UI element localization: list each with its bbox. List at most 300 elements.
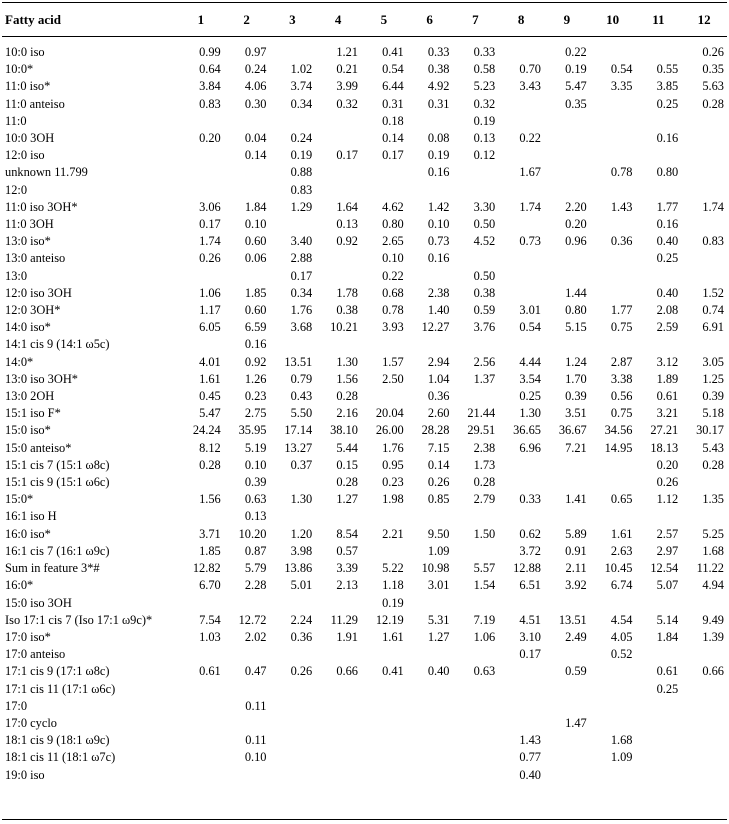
strain-2-value: 2.02 xyxy=(244,629,267,644)
strain-12-value: 0.39 xyxy=(702,389,724,404)
strain-10-value: 1.43 xyxy=(610,199,633,214)
table-row xyxy=(2,78,727,95)
strain-9-value xyxy=(544,268,590,285)
strain-4-value: 0.28 xyxy=(336,389,358,404)
strain-7-value xyxy=(453,388,499,405)
strain-6-value: 0.16 xyxy=(427,251,450,266)
strain-7-value: 1.37 xyxy=(473,371,496,386)
strain-4-value: 2.13 xyxy=(336,578,358,593)
strain-6-value: 0.33 xyxy=(427,45,450,59)
strain-5-value: 0.22 xyxy=(382,268,404,283)
table-row xyxy=(2,405,727,422)
strain-5-value: 5.22 xyxy=(382,561,404,576)
strain-1-value xyxy=(178,749,224,766)
strain-12-value xyxy=(681,698,727,715)
strain-10-value: 4.54 xyxy=(610,612,633,627)
table-row xyxy=(2,216,727,233)
strain-10-value: 2.63 xyxy=(610,543,633,558)
strain-8-value: 1.30 xyxy=(519,406,541,421)
strain-2-value: 0.30 xyxy=(244,96,267,111)
fatty-acid-name: 12:0 3OH* xyxy=(5,303,61,318)
table-header-row xyxy=(2,3,727,37)
strain-7-value: 0.50 xyxy=(473,268,496,283)
strain-5-value xyxy=(361,698,407,715)
strain-11-value: 1.12 xyxy=(656,492,679,507)
strain-2-value: 0.63 xyxy=(244,492,267,507)
strain-3-value: 3.68 xyxy=(290,320,313,335)
strain-2-value: 0.10 xyxy=(244,217,267,232)
strain-1-value: 1.85 xyxy=(199,543,221,558)
strain-5-value xyxy=(361,646,407,663)
strain-8-value: 0.17 xyxy=(519,647,541,662)
fatty-acid-name: 10:0* xyxy=(5,62,34,77)
strain-1-value: 24.24 xyxy=(192,423,221,438)
strain-12-value: 1.52 xyxy=(702,285,724,300)
strain-3-value: 0.88 xyxy=(290,165,313,180)
strain-10-value: 0.78 xyxy=(610,165,633,180)
strain-10-value: 2.87 xyxy=(610,354,633,369)
strain-1-value: 0.45 xyxy=(199,389,221,404)
strain-1-value: 0.99 xyxy=(199,45,221,59)
table-row xyxy=(2,354,727,371)
strain-5-value xyxy=(361,508,407,525)
table-row xyxy=(2,612,727,629)
strain-2-value: 35.95 xyxy=(238,423,267,438)
strain-9-value: 7.21 xyxy=(565,440,587,455)
fatty-acid-name: 16:1 cis 7 (16:1 ω9c) xyxy=(5,543,110,558)
strain-10-value xyxy=(590,44,636,61)
table-body xyxy=(2,37,727,784)
fatty-acid-name: 12:0 iso 3OH xyxy=(5,285,72,300)
table-row xyxy=(2,440,727,457)
strain-8-value: 3.72 xyxy=(519,543,541,558)
strain-8-value: 0.73 xyxy=(519,234,541,249)
strain-10-value xyxy=(590,698,636,715)
strain-7-value xyxy=(453,250,499,267)
strain-12-value: 1.39 xyxy=(702,629,724,644)
strain-4-value: 0.15 xyxy=(336,457,358,472)
strain-7-value xyxy=(453,182,499,199)
strain-7-value: 0.63 xyxy=(473,664,496,679)
header-strain-7: 7 xyxy=(453,3,499,37)
strain-4-value xyxy=(315,681,361,698)
strain-9-value xyxy=(544,182,590,199)
table-row xyxy=(2,474,727,491)
strain-10-value: 4.05 xyxy=(610,629,633,644)
fatty-acid-name: 13:0 iso* xyxy=(5,234,51,249)
fatty-acid-name: 13:0 anteiso xyxy=(5,251,66,266)
header-strain-5: 5 xyxy=(361,3,407,37)
strain-10-value: 0.75 xyxy=(610,320,633,335)
strain-4-value: 10.21 xyxy=(330,320,358,335)
fatty-acid-name: 11:0 3OH xyxy=(5,217,54,232)
strain-2-value: 4.06 xyxy=(244,79,267,94)
fatty-acid-name: 10:0 3OH xyxy=(5,131,55,146)
strain-6-value: 0.36 xyxy=(427,389,450,404)
strain-11-value: 3.21 xyxy=(656,406,679,421)
strain-2-value: 0.16 xyxy=(244,337,267,352)
strain-11-value xyxy=(636,182,682,199)
strain-3-value xyxy=(270,595,316,612)
strain-8-value xyxy=(498,96,544,113)
strain-10-value xyxy=(590,250,636,267)
strain-10-value: 1.61 xyxy=(610,526,633,541)
table-row xyxy=(2,681,727,698)
strain-4-value xyxy=(315,164,361,181)
fatty-acid-name: 13:0 xyxy=(5,268,28,283)
header-strain-9: 9 xyxy=(544,3,590,37)
strain-7-value: 0.28 xyxy=(473,475,496,490)
strain-11-value: 0.25 xyxy=(656,96,679,111)
strain-9-value xyxy=(544,767,590,784)
strain-9-value: 13.51 xyxy=(558,612,587,627)
strain-9-value xyxy=(544,698,590,715)
strain-11-value: 27.21 xyxy=(650,423,679,438)
strain-12-value xyxy=(681,732,727,749)
strain-5-value: 2.65 xyxy=(382,234,404,249)
strain-2-value: 12.72 xyxy=(238,612,267,627)
strain-2-value: 5.79 xyxy=(244,561,267,576)
strain-6-value: 0.16 xyxy=(427,165,450,180)
strain-7-value: 1.50 xyxy=(473,526,496,541)
strain-12-value: 9.49 xyxy=(702,612,724,627)
strain-12-value xyxy=(681,681,727,698)
strain-3-value: 0.79 xyxy=(290,371,313,386)
table-row xyxy=(2,663,727,680)
strain-1-value: 3.71 xyxy=(199,526,221,541)
strain-11-value: 0.20 xyxy=(656,457,679,472)
strain-3-value: 3.74 xyxy=(290,79,313,94)
strain-5-value: 0.54 xyxy=(382,62,404,77)
table-row xyxy=(2,732,727,749)
strain-5-value: 4.62 xyxy=(382,199,404,214)
fatty-acid-name: 14:1 cis 9 (14:1 ω5c) xyxy=(5,337,110,352)
strain-3-value: 2.24 xyxy=(290,612,313,627)
header-strain-3: 3 xyxy=(270,3,316,37)
strain-8-value xyxy=(498,268,544,285)
strain-1-value xyxy=(178,147,224,164)
table-row xyxy=(2,268,727,285)
strain-9-value xyxy=(544,164,590,181)
strain-11-value: 3.85 xyxy=(656,79,679,94)
strain-7-value: 1.06 xyxy=(473,629,496,644)
strain-11-value xyxy=(636,336,682,353)
strain-12-value: 0.83 xyxy=(702,234,724,249)
strain-2-value: 0.47 xyxy=(244,664,267,679)
strain-11-value xyxy=(636,508,682,525)
header-strain-10: 10 xyxy=(590,3,636,37)
strain-5-value: 1.61 xyxy=(382,629,404,644)
strain-5-value: 6.44 xyxy=(382,79,404,94)
strain-1-value: 6.05 xyxy=(199,320,221,335)
strain-5-value: 0.78 xyxy=(382,303,404,318)
strain-3-value: 5.01 xyxy=(290,578,313,593)
strain-1-value: 1.61 xyxy=(199,371,221,386)
fatty-acid-name: 15:1 cis 7 (15:1 ω8c) xyxy=(5,457,110,472)
strain-11-value: 5.07 xyxy=(656,578,679,593)
strain-7-value xyxy=(453,681,499,698)
fatty-acid-name: 15:0* xyxy=(5,492,34,507)
table-row xyxy=(2,371,727,388)
header-strain-11: 11 xyxy=(636,3,682,37)
strain-11-value xyxy=(636,44,682,61)
strain-1-value: 0.20 xyxy=(199,131,221,146)
strain-7-value: 1.54 xyxy=(473,578,496,593)
fatty-acid-name: 17:0 anteiso xyxy=(5,647,66,662)
strain-5-value: 0.41 xyxy=(382,664,404,679)
strain-8-value: 4.44 xyxy=(519,354,541,369)
strain-3-value xyxy=(270,681,316,698)
table-row xyxy=(2,698,727,715)
strain-10-value: 1.09 xyxy=(610,750,633,765)
strain-9-value xyxy=(544,681,590,698)
strain-3-value xyxy=(270,508,316,525)
strain-10-value: 0.65 xyxy=(610,492,633,507)
strain-1-value xyxy=(178,681,224,698)
strain-8-value xyxy=(498,715,544,732)
strain-2-value: 2.75 xyxy=(244,406,267,421)
fatty-acid-name: 17:1 cis 11 (17:1 ω6c) xyxy=(5,681,116,696)
strain-11-value: 18.13 xyxy=(650,440,679,455)
strain-10-value: 6.74 xyxy=(610,578,633,593)
strain-7-value: 7.19 xyxy=(473,612,496,627)
strain-4-value: 1.30 xyxy=(336,354,358,369)
strain-1-value xyxy=(178,113,224,130)
strain-10-value xyxy=(590,147,636,164)
strain-7-value: 4.52 xyxy=(473,234,496,249)
strain-5-value xyxy=(361,681,407,698)
strain-11-value: 0.55 xyxy=(656,62,679,77)
strain-6-value: 0.73 xyxy=(427,234,450,249)
strain-1-value: 12.82 xyxy=(192,561,221,576)
strain-4-value: 0.17 xyxy=(336,148,358,163)
strain-8-value xyxy=(498,250,544,267)
strain-4-value: 1.64 xyxy=(336,199,358,214)
strain-10-value: 0.36 xyxy=(610,234,633,249)
strain-6-value: 3.01 xyxy=(427,578,450,593)
strain-11-value: 0.25 xyxy=(656,251,679,266)
strain-6-value: 0.14 xyxy=(427,457,450,472)
fatty-acid-name: 17:0 iso* xyxy=(5,629,51,644)
table-row xyxy=(2,526,727,543)
strain-9-value xyxy=(544,749,590,766)
strain-2-value xyxy=(224,182,270,199)
strain-4-value xyxy=(315,767,361,784)
table-row xyxy=(2,44,727,61)
strain-1-value: 3.06 xyxy=(199,199,221,214)
strain-5-value: 0.80 xyxy=(382,217,404,232)
strain-9-value: 3.51 xyxy=(565,406,587,421)
strain-2-value xyxy=(224,595,270,612)
strain-7-value: 2.56 xyxy=(473,354,496,369)
strain-5-value: 12.19 xyxy=(375,612,404,627)
strain-7-value: 0.50 xyxy=(473,217,496,232)
strain-12-value: 1.25 xyxy=(702,371,724,386)
fatty-acid-table-frame xyxy=(2,2,727,820)
strain-4-value: 3.39 xyxy=(336,561,358,576)
header-spacer xyxy=(2,37,727,45)
strain-11-value: 0.26 xyxy=(656,475,679,490)
strain-3-value: 13.27 xyxy=(284,440,313,455)
strain-5-value: 1.76 xyxy=(382,440,404,455)
strain-2-value: 0.13 xyxy=(244,509,267,524)
table-row xyxy=(2,319,727,336)
strain-4-value: 1.78 xyxy=(336,285,358,300)
strain-12-value: 5.43 xyxy=(702,440,724,455)
strain-6-value: 9.50 xyxy=(427,526,450,541)
strain-11-value: 1.89 xyxy=(656,371,679,386)
strain-5-value: 0.41 xyxy=(382,45,404,59)
strain-2-value: 10.20 xyxy=(238,526,267,541)
strain-3-value xyxy=(270,732,316,749)
strain-9-value: 2.49 xyxy=(565,629,587,644)
strain-3-value: 0.34 xyxy=(290,96,313,111)
strain-7-value xyxy=(453,336,499,353)
strain-1-value: 8.12 xyxy=(199,440,221,455)
strain-11-value: 2.57 xyxy=(656,526,679,541)
strain-4-value: 1.27 xyxy=(336,492,358,507)
strain-7-value: 3.76 xyxy=(473,320,496,335)
strain-11-value: 0.40 xyxy=(656,285,679,300)
strain-7-value: 1.73 xyxy=(473,457,496,472)
strain-6-value: 5.31 xyxy=(427,612,450,627)
strain-10-value xyxy=(590,663,636,680)
strain-4-value xyxy=(315,749,361,766)
strain-6-value: 28.28 xyxy=(421,423,450,438)
strain-7-value: 0.13 xyxy=(473,131,496,146)
strain-9-value xyxy=(544,474,590,491)
strain-1-value: 0.61 xyxy=(199,664,221,679)
strain-9-value: 36.67 xyxy=(558,423,587,438)
strain-8-value: 3.54 xyxy=(519,371,541,386)
strain-6-value: 0.10 xyxy=(427,217,450,232)
strain-10-value xyxy=(590,457,636,474)
strain-9-value: 0.20 xyxy=(565,217,587,232)
table-row xyxy=(2,164,727,181)
strain-12-value: 5.18 xyxy=(702,406,724,421)
table-row xyxy=(2,285,727,302)
strain-10-value xyxy=(590,96,636,113)
table-row xyxy=(2,767,727,784)
strain-4-value: 0.57 xyxy=(336,543,358,558)
strain-8-value: 0.62 xyxy=(519,526,541,541)
strain-12-value: 1.68 xyxy=(702,543,724,558)
strain-7-value: 2.38 xyxy=(473,440,496,455)
strain-10-value xyxy=(590,595,636,612)
strain-3-value: 0.36 xyxy=(290,629,313,644)
strain-10-value xyxy=(590,508,636,525)
strain-12-value: 0.28 xyxy=(702,457,724,472)
strain-4-value: 0.32 xyxy=(336,96,358,111)
strain-12-value: 5.63 xyxy=(702,79,724,94)
strain-8-value: 0.70 xyxy=(519,62,541,77)
strain-11-value: 12.54 xyxy=(650,561,679,576)
strain-6-value: 4.92 xyxy=(427,79,450,94)
strain-12-value: 0.74 xyxy=(702,303,724,318)
strain-8-value xyxy=(498,508,544,525)
table-row xyxy=(2,457,727,474)
fatty-acid-name: 15:0 anteiso* xyxy=(5,440,72,455)
strain-4-value xyxy=(315,182,361,199)
strain-12-value xyxy=(681,474,727,491)
table-row xyxy=(2,96,727,113)
strain-4-value: 5.44 xyxy=(336,440,358,455)
strain-2-value: 1.84 xyxy=(244,199,267,214)
strain-3-value xyxy=(270,749,316,766)
strain-2-value: 0.39 xyxy=(244,475,267,490)
strain-6-value: 2.38 xyxy=(427,285,450,300)
strain-8-value: 12.88 xyxy=(513,561,541,576)
table-row xyxy=(2,336,727,353)
strain-9-value xyxy=(544,508,590,525)
strain-3-value xyxy=(270,336,316,353)
strain-8-value: 0.22 xyxy=(519,131,541,146)
strain-12-value xyxy=(681,164,727,181)
strain-1-value xyxy=(178,767,224,784)
strain-5-value xyxy=(361,767,407,784)
strain-8-value xyxy=(498,595,544,612)
strain-4-value xyxy=(315,508,361,525)
strain-10-value: 1.77 xyxy=(610,303,633,318)
strain-4-value: 0.38 xyxy=(336,303,358,318)
strain-7-value: 0.33 xyxy=(473,45,496,59)
header-fatty-acid: Fatty acid xyxy=(2,3,178,37)
strain-7-value xyxy=(453,543,499,560)
strain-1-value xyxy=(178,268,224,285)
strain-2-value: 0.14 xyxy=(244,148,267,163)
strain-5-value xyxy=(361,543,407,560)
strain-3-value: 0.19 xyxy=(290,148,313,163)
strain-5-value: 0.14 xyxy=(382,131,404,146)
strain-6-value: 0.26 xyxy=(427,475,450,490)
fatty-acid-name: 12:0 iso xyxy=(5,148,45,163)
strain-8-value xyxy=(498,457,544,474)
strain-7-value xyxy=(453,646,499,663)
fatty-acid-name: 10:0 iso xyxy=(5,45,45,59)
strain-3-value xyxy=(270,767,316,784)
strain-8-value: 3.10 xyxy=(519,629,541,644)
strain-7-value xyxy=(453,508,499,525)
fatty-acid-table xyxy=(2,3,727,784)
strain-8-value xyxy=(498,44,544,61)
strain-1-value xyxy=(178,164,224,181)
strain-5-value: 20.04 xyxy=(375,406,404,421)
strain-10-value xyxy=(590,130,636,147)
strain-9-value xyxy=(544,646,590,663)
fatty-acid-name: 13:0 iso 3OH* xyxy=(5,371,78,386)
strain-5-value: 1.57 xyxy=(382,354,404,369)
strain-9-value: 0.39 xyxy=(565,389,587,404)
strain-9-value: 0.80 xyxy=(565,303,587,318)
strain-11-value: 1.84 xyxy=(656,629,679,644)
table-row xyxy=(2,491,727,508)
strain-2-value: 6.59 xyxy=(244,320,267,335)
strain-1-value: 0.26 xyxy=(199,251,221,266)
strain-6-value: 0.19 xyxy=(427,148,450,163)
strain-3-value: 1.29 xyxy=(290,199,313,214)
strain-4-value: 0.92 xyxy=(336,234,358,249)
strain-4-value: 0.21 xyxy=(336,62,358,77)
strain-9-value xyxy=(544,457,590,474)
strain-11-value: 1.77 xyxy=(656,199,679,214)
header-strain-6: 6 xyxy=(407,3,453,37)
strain-3-value: 17.14 xyxy=(284,423,313,438)
strain-6-value xyxy=(407,715,453,732)
strain-8-value: 3.01 xyxy=(519,303,541,318)
fatty-acid-name: 11:0 iso* xyxy=(5,79,51,94)
strain-11-value: 2.97 xyxy=(656,543,679,558)
strain-11-value xyxy=(636,113,682,130)
